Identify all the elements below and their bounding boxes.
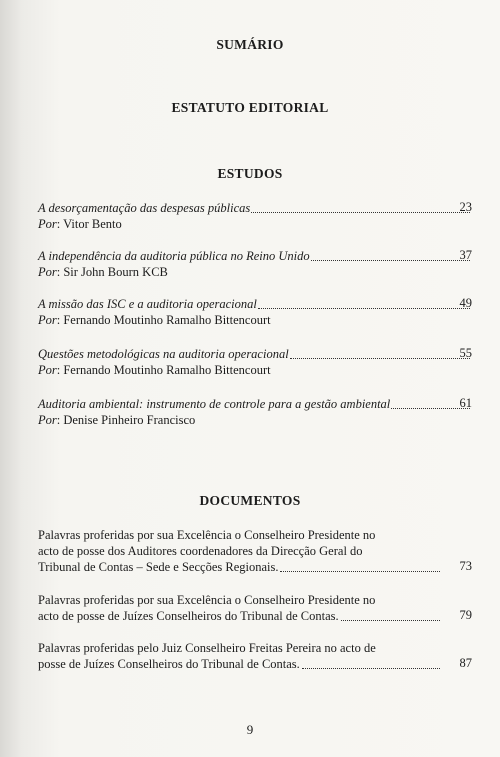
estudo-entry-3[interactable] (38, 296, 472, 328)
estudo-author: : Fernando Moutinho Ramalho Bittencourt (56, 313, 271, 327)
documento-line: Palavras proferidas por sua Excelência o Conselheiro Presidente no (38, 593, 376, 607)
page-folio: 9 (246, 722, 254, 737)
heading-estudos: ESTUDOS (217, 166, 283, 181)
estudo-entry-5[interactable] (38, 396, 472, 428)
estudo-author: : Sir John Bourn KCB (56, 265, 168, 279)
documento-line: Palavras proferidas por sua Excelência o Conselheiro Presidente no (38, 528, 376, 542)
estudo-author: : Fernando Moutinho Ramalho Bittencourt (56, 363, 271, 377)
estudo-title: A desorçamentação das despesas públicas (38, 201, 251, 215)
documento-line: Tribunal de Contas – Sede e Secções Regionais. (38, 560, 279, 574)
page-number: 37 (459, 248, 472, 262)
estudo-entry-1[interactable] (38, 200, 472, 232)
leader-dots (391, 407, 470, 409)
page-number: 61 (459, 396, 472, 410)
estudo-entry-4[interactable] (38, 346, 472, 378)
documento-line: acto de posse dos Auditores coordenadores da Direcção Geral do (38, 544, 363, 558)
heading-sumario: SUMÁRIO (216, 37, 284, 52)
author-label: Por (38, 413, 57, 427)
leader-dots (311, 259, 470, 261)
leader-dots (290, 357, 470, 359)
heading-documentos: DOCUMENTOS (199, 493, 301, 508)
page-number: 49 (459, 296, 472, 310)
leader-dots (302, 667, 440, 669)
estudo-title: Questões metodológicas na auditoria operacional (38, 347, 289, 361)
author-label: Por (38, 363, 57, 377)
leader-dots (341, 619, 440, 621)
estudo-entry-2[interactable] (38, 248, 472, 280)
leader-dots (280, 570, 440, 572)
estudo-title: Auditoria ambiental: instrumento de controle para a gestão ambiental (38, 397, 391, 411)
page-number: 23 (459, 200, 472, 214)
documento-line: posse de Juízes Conselheiros do Tribunal de Contas. (38, 657, 300, 671)
page-number: 87 (459, 656, 472, 670)
documento-entry-2[interactable] (38, 592, 442, 624)
page-number: 79 (459, 608, 472, 622)
author-label: Por (38, 265, 57, 279)
estudo-title: A missão das ISC e a auditoria operacional (38, 297, 257, 311)
estudo-author: : Vitor Bento (56, 217, 122, 231)
author-label: Por (38, 313, 57, 327)
page-number: 55 (459, 346, 472, 360)
documento-line: Palavras proferidas pelo Juiz Conselheiro Freitas Pereira no acto de (38, 641, 376, 655)
documento-line: acto de posse de Juízes Conselheiros do Tribunal de Contas. (38, 609, 339, 623)
leader-dots (258, 307, 470, 309)
heading-estatuto-editorial: ESTATUTO EDITORIAL (171, 100, 329, 115)
leader-dots (251, 211, 470, 213)
author-label: Por (38, 217, 57, 231)
documento-entry-1[interactable] (38, 527, 442, 575)
documento-entry-3[interactable] (38, 640, 442, 672)
estudo-author: : Denise Pinheiro Francisco (56, 413, 196, 427)
estudo-title: A independência da auditoria pública no Reino Unido (38, 249, 310, 263)
page-number: 73 (459, 559, 472, 573)
